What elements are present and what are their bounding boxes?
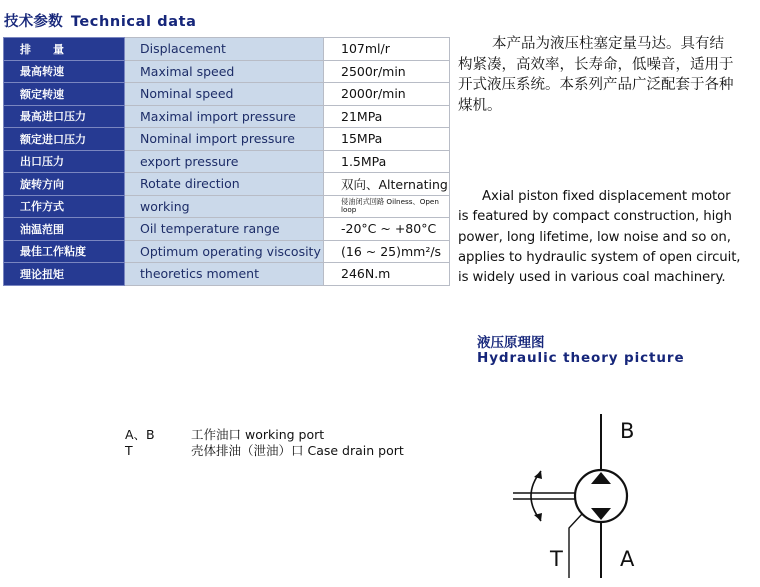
spec-label-en: Maximal import pressure <box>125 105 324 128</box>
spec-table <box>3 37 450 286</box>
legend-key: T <box>125 443 133 458</box>
spec-label-en: working <box>125 195 324 218</box>
spec-value: 2500r/min <box>324 60 450 83</box>
spec-label-zh: 最高进口压力 <box>4 105 125 128</box>
spec-label-zh: 最佳工作粘度 <box>4 240 125 263</box>
spec-value: 21MPa <box>324 105 450 128</box>
table-row <box>4 150 450 173</box>
port-label-a: A <box>620 547 635 571</box>
spec-label-zh: 排 量 <box>4 38 125 61</box>
spec-label-en: Nominal import pressure <box>125 128 324 151</box>
description-zh: 本产品为液压柱塞定量马达。具有结构紧凑，高效率，长寿命，低噪音，适用于开式液压系统。本系列产品广泛配套于各种煤机。 <box>458 36 734 114</box>
spec-value: 双向、Alternating <box>324 173 450 196</box>
spec-label-zh: 工作方式 <box>4 195 125 218</box>
spec-value: (16 ~ 25)mm²/s <box>324 240 450 263</box>
table-row <box>4 83 450 106</box>
port-legend <box>125 427 404 459</box>
spec-label-en: Rotate direction <box>125 173 324 196</box>
spec-label-zh: 旋转方向 <box>4 173 125 196</box>
table-row <box>4 240 450 263</box>
rotation-arc <box>531 471 541 521</box>
spec-value: 2000r/min <box>324 83 450 106</box>
table-row <box>4 60 450 83</box>
spec-label-en: Oil temperature range <box>125 218 324 241</box>
spec-label-zh: 最高转速 <box>4 60 125 83</box>
spec-label-zh: 额定转速 <box>4 83 125 106</box>
spec-label-en: Optimum operating viscosity <box>125 240 324 263</box>
spec-label-zh: 额定进口压力 <box>4 128 125 151</box>
section-title <box>4 10 197 31</box>
spec-value: -20°C ~ +80°C <box>324 218 450 241</box>
table-row <box>4 218 450 241</box>
hydraulic-title-zh: 液压原理图 <box>477 335 545 351</box>
flow-triangle-down <box>591 508 611 520</box>
legend-text: 壳体排油（泄油）口 Case drain port <box>191 443 404 458</box>
port-label-t: T <box>550 547 563 571</box>
table-row <box>4 263 450 286</box>
legend-text: 工作油口 working port <box>191 427 325 442</box>
rotation-arrow-top <box>534 471 542 479</box>
drain-line <box>569 514 582 578</box>
table-row <box>4 173 450 196</box>
spec-value: 1.5MPa <box>324 150 450 173</box>
legend-row <box>125 443 404 459</box>
hydraulic-schematic <box>505 408 655 578</box>
spec-label-zh: 理论扭矩 <box>4 263 125 286</box>
spec-label-en: Displacement <box>125 38 324 61</box>
spec-label-zh: 出口压力 <box>4 150 125 173</box>
spec-label-en: Nominal speed <box>125 83 324 106</box>
spec-label-en: theoretics moment <box>125 263 324 286</box>
table-row <box>4 38 450 61</box>
spec-label-en: export pressure <box>125 150 324 173</box>
rotation-arrow-bottom <box>534 513 542 521</box>
spec-value: 107ml/r <box>324 38 450 61</box>
section-title-en: Technical data <box>70 14 197 30</box>
description-en: Axial piston fixed displacement motor is featured by compact construction, high power, long lifetime, low noise and so on, applies to hydraulic system of open circuit, is widely used in various coal machinery. <box>458 189 741 286</box>
hydraulic-title-en: Hydraulic theory picture <box>477 350 685 366</box>
section-title-zh: 技术参数 <box>4 14 63 30</box>
legend-key: A、B <box>125 427 155 442</box>
table-row <box>4 105 450 128</box>
spec-label-en: Maximal speed <box>125 60 324 83</box>
table-row <box>4 128 450 151</box>
spec-value: 侵油闭式回路 Oilness、Open loop <box>324 195 450 218</box>
legend-row <box>125 427 404 443</box>
table-row <box>4 195 450 218</box>
spec-value: 246N.m <box>324 263 450 286</box>
port-label-b: B <box>620 419 635 443</box>
spec-label-zh: 油温范围 <box>4 218 125 241</box>
flow-triangle-up <box>591 472 611 484</box>
spec-value: 15MPa <box>324 128 450 151</box>
